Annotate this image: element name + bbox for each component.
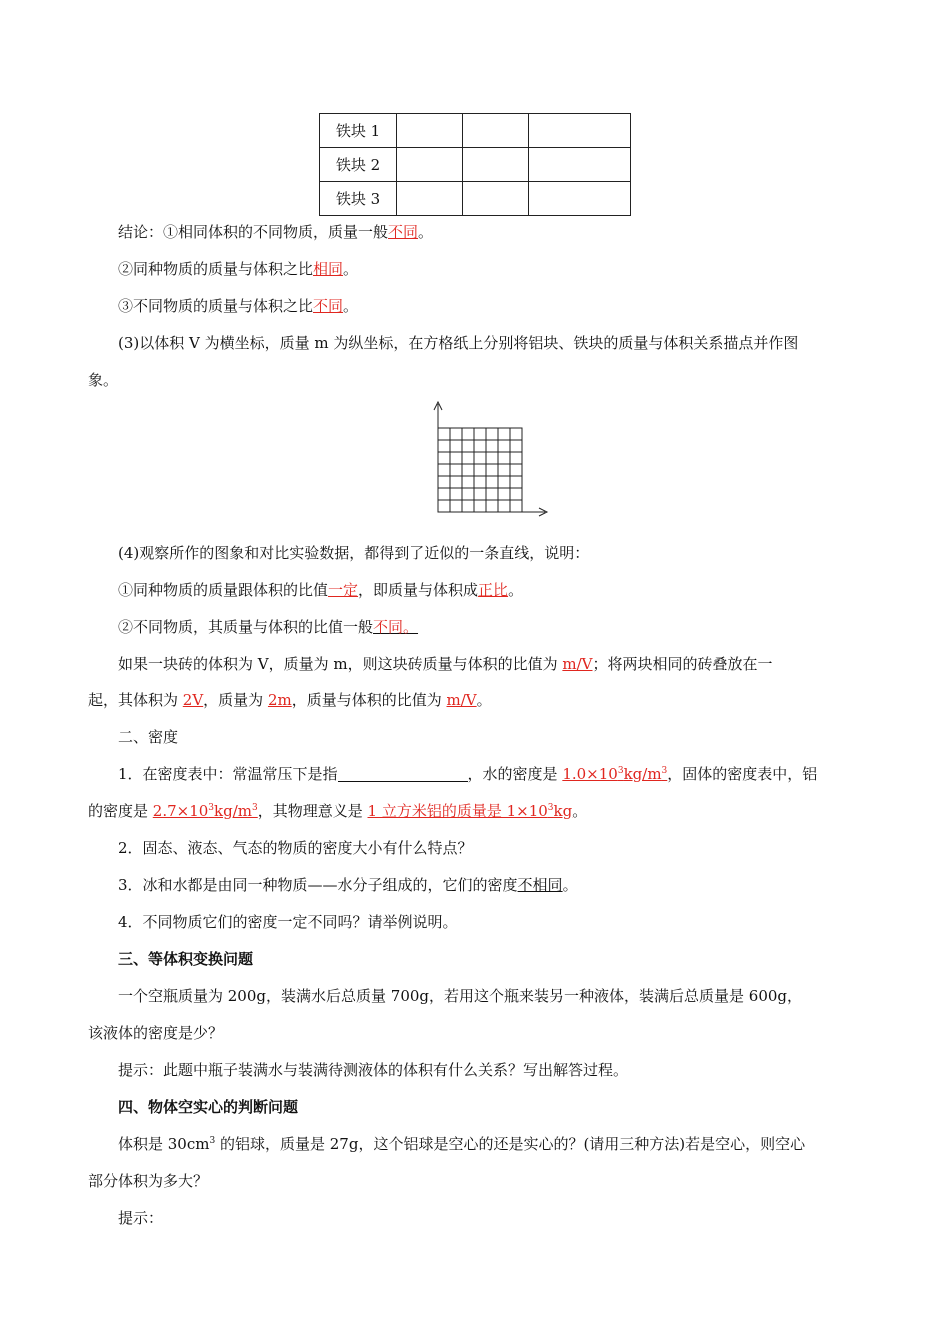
section2-q2: 2．固态、液态、气态的物质的密度大小有什么特点？	[118, 839, 473, 857]
table-row	[320, 182, 631, 216]
table-row	[320, 148, 631, 182]
section2-q3: 3．冰和水都是由同一种物质——水分子组成的，它们的密度不相同。	[118, 876, 578, 894]
fill-blank[interactable]	[338, 765, 468, 782]
section2-q4: 4．不同物质它们的密度一定不同吗？请举例说明。	[118, 913, 458, 931]
section4-line2: 部分体积为多大？	[88, 1172, 209, 1190]
section3-line2: 该液体的密度是少？	[88, 1024, 224, 1042]
answer: $1.0\times 10^3kg/m^3$	[562, 765, 668, 783]
section2-q1-line2: 的密度是 $2.7\times 10^3kg/m^3$，其物理意义是 1 立方米铝的质量是 $1\times 10^3kg$。	[88, 802, 588, 820]
conclusion-3: ③不同物质的质量与体积之比不同。	[118, 297, 359, 315]
step3-line1: (3)以体积 V 为横坐标，质量 m 为纵坐标，在方格纸上分别将铝块、铁块的质量与体积关系描点并作图	[118, 334, 799, 352]
step3-line2: 象。	[88, 371, 119, 389]
row-label: 铁块 3	[320, 182, 397, 216]
answer: 不同	[313, 297, 344, 315]
answer: 不同	[388, 223, 419, 241]
answer: m/V	[446, 691, 477, 709]
section4-line1: 体积是 $30cm^3$ 的铝球，质量是 27g，这个铝球是空心的还是实心的？(请用三种方法)若是空心，则空心	[118, 1135, 806, 1153]
conclusion-1: 结论：①相同体积的不同物质，质量一般不同。	[118, 223, 434, 241]
row-label: 铁块 2	[320, 148, 397, 182]
section4-hint: 提示：	[118, 1209, 164, 1227]
answer: 一定	[328, 581, 359, 599]
answer: 不同。	[373, 618, 419, 636]
step4-line1: (4)观察所作的图象和对比实验数据，都得到了近似的一条直线，说明：	[118, 544, 590, 562]
answer: 正比	[478, 581, 509, 599]
conclusion-2: ②同种物质的质量与体积之比相同。	[118, 260, 359, 278]
section3-heading: 三、等体积变换问题	[118, 950, 254, 968]
answer: $2.7\times 10^3kg/m^3$	[152, 802, 258, 820]
table-cell	[529, 114, 631, 148]
table-cell	[397, 182, 463, 216]
row-label: 铁块 1	[320, 114, 397, 148]
answer: 1 立方米铝的质量是 $1\times 10^3kg$	[367, 802, 573, 820]
iron-block-table	[319, 113, 631, 216]
brick-line2: 起，其体积为 2V，质量为 2m，质量与体积的比值为 m/V。	[88, 691, 492, 709]
table-cell	[397, 114, 463, 148]
table-cell	[463, 148, 529, 182]
section2-q1-line1: 1．在密度表中：常温常压下是指 ，水的密度是 $1.0\times 10^3kg/m^3$，固体的密度表中，铝	[118, 765, 818, 783]
brick-line1: 如果一块砖的体积为 V，质量为 m，则这块砖质量与体积的比值为 m/V；将两块相同的砖叠放在一	[118, 655, 773, 673]
step4-b: ②不同物质，其质量与体积的比值一般不同。	[118, 618, 419, 636]
answer: 相同	[313, 260, 344, 278]
table-cell	[529, 182, 631, 216]
section3-line1: 一个空瓶质量为 200g，装满水后总质量 700g，若用这个瓶来装另一种液体，装满后总质量是 600g，	[118, 987, 803, 1005]
coordinate-grid	[425, 400, 550, 520]
step4-a: ①同种物质的质量跟体积的比值一定，即质量与体积成正比。	[118, 581, 524, 599]
answer: 不相同	[517, 876, 563, 894]
section2-heading: 二、密度	[118, 728, 179, 746]
grid-svg	[425, 400, 550, 520]
table-cell	[397, 148, 463, 182]
section3-hint: 提示：此题中瓶子装满水与装满待测液体的体积有什么关系？写出解答过程。	[118, 1061, 629, 1079]
answer: 2V	[182, 691, 204, 709]
table-cell	[463, 182, 529, 216]
table-cell	[463, 114, 529, 148]
table-row	[320, 114, 631, 148]
table-cell	[529, 148, 631, 182]
answer: 2m	[267, 691, 292, 709]
answer: m/V	[562, 655, 593, 673]
section4-heading: 四、物体空实心的判断问题	[118, 1098, 299, 1116]
